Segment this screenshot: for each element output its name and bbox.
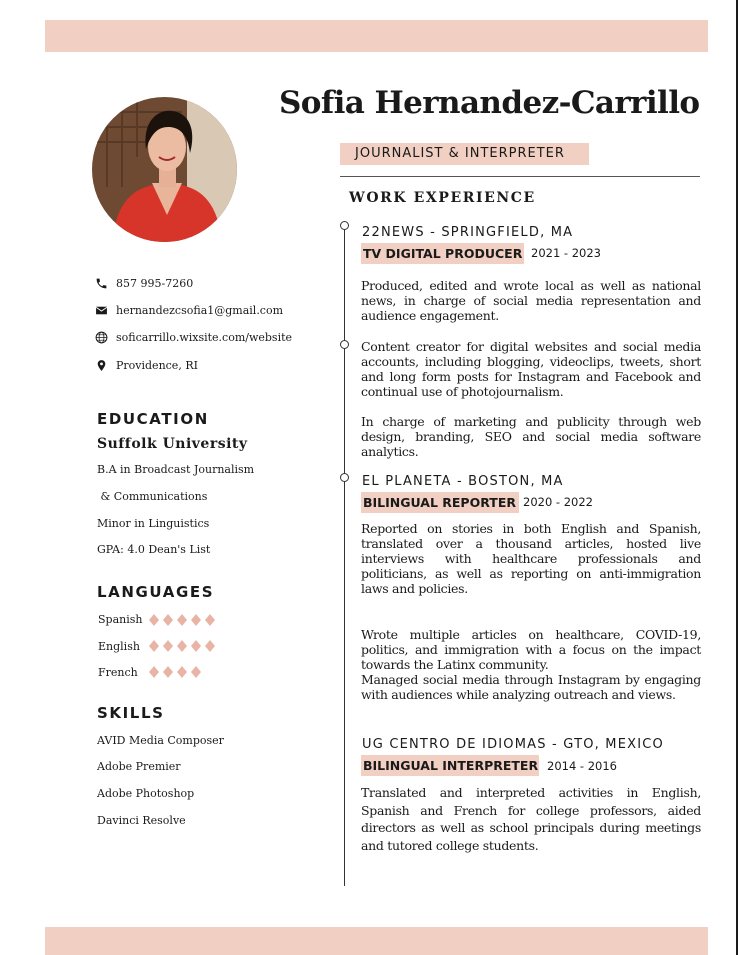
website-text[interactable]: soficarrillo.wixsite.com/website: [116, 331, 293, 344]
skill-item: Adobe Premier: [97, 760, 181, 773]
header-rule: [340, 176, 700, 177]
job-description: In charge of marketing and publicity through web design, branding, SEO and social media software analytics.: [361, 414, 701, 459]
job-description: Wrote multiple articles on healthcare, COVID-19, politics, and immigration with a focus on the impact towards the Latinx community.: [361, 627, 701, 672]
language-rating: [149, 614, 215, 626]
timeline-line: [344, 226, 345, 886]
timeline-dot: [340, 221, 349, 230]
contact-website: [95, 331, 325, 344]
education-line: GPA: 4.0 Dean's List: [97, 543, 211, 556]
diamond-icon: [191, 666, 201, 678]
profile-photo: [92, 97, 237, 242]
language-rating: [149, 640, 215, 652]
job-title: BILINGUAL REPORTER: [361, 492, 519, 513]
email-text[interactable]: hernandezcsofia1@gmail.com: [116, 304, 284, 317]
education-line: B.A in Broadcast Journalism: [97, 463, 255, 476]
job-description: Produced, edited and wrote local as well as national news, in charge of social media representation and audience engagement.: [361, 278, 701, 323]
job-description: Managed social media through Instagram by engaging with audiences while analyzing outreach and views.: [361, 672, 701, 702]
job-dates: 2020 - 2022: [523, 495, 593, 509]
phone-icon: [95, 277, 108, 290]
skill-item: Adobe Photoshop: [97, 787, 195, 800]
diamond-icon: [191, 640, 201, 652]
language-name: Spanish: [98, 613, 143, 626]
candidate-name: Sofia Hernandez-Carrillo: [279, 85, 700, 121]
job-company: UG CENTRO DE IDIOMAS - GTO, MEXICO: [362, 737, 664, 752]
top-accent-band: [45, 20, 708, 52]
location-text: Providence, RI: [116, 359, 198, 372]
timeline-dot: [340, 473, 349, 482]
candidate-role: JOURNALIST & INTERPRETER: [340, 143, 589, 165]
skill-item: AVID Media Composer: [97, 734, 224, 747]
job-company: EL PLANETA - BOSTON, MA: [362, 474, 564, 489]
education-heading: EDUCATION: [97, 410, 209, 428]
job-description: Translated and interpreted activities in English, Spanish and French for college professors, aided directors as well as school principals during meetings and tutored college students.: [361, 785, 701, 853]
diamond-icon: [177, 640, 187, 652]
skill-item: Davinci Resolve: [97, 814, 186, 827]
diamond-icon: [163, 666, 173, 678]
bottom-accent-band: [45, 927, 708, 955]
contact-phone: [95, 277, 325, 290]
job-description: Reported on stories in both English and Spanish, translated over a thousand articles, hosted live interviews with healthcare professionals and politicians, as well as reporting on anti-immigration laws and policies.: [361, 521, 701, 596]
timeline-dot: [340, 340, 349, 349]
diamond-icon: [163, 614, 173, 626]
globe-icon: [95, 331, 108, 344]
language-name: French: [98, 666, 138, 679]
diamond-icon: [177, 666, 187, 678]
job-description: Content creator for digital websites and social media accounts, including blogging, videoclips, tweets, short and long form posts for Instagram and Facebook and continual use of photojournalism.: [361, 339, 701, 399]
education-line: & Communications: [97, 490, 208, 503]
job-title: BILINGUAL INTERPRETER: [361, 755, 539, 776]
page-edge-line: [736, 0, 738, 955]
diamond-icon: [177, 614, 187, 626]
work-experience-heading: WORK EXPERIENCE: [349, 190, 536, 206]
diamond-icon: [205, 614, 215, 626]
job-company: 22NEWS - SPRINGFIELD, MA: [362, 225, 574, 240]
language-name: English: [98, 640, 140, 653]
contact-location: [95, 359, 325, 372]
contact-email: [95, 304, 325, 317]
phone-text: 857 995-7260: [116, 277, 194, 290]
diamond-icon: [149, 640, 159, 652]
languages-heading: LANGUAGES: [97, 583, 215, 601]
job-title: TV DIGITAL PRODUCER: [361, 243, 524, 264]
job-dates: 2021 - 2023: [531, 246, 601, 260]
diamond-icon: [149, 614, 159, 626]
diamond-icon: [191, 614, 201, 626]
education-line: Minor in Linguistics: [97, 517, 210, 530]
skills-heading: SKILLS: [97, 704, 165, 722]
location-pin-icon: [95, 359, 108, 372]
diamond-icon: [205, 640, 215, 652]
mail-icon: [95, 304, 108, 317]
diamond-icon: [163, 640, 173, 652]
job-dates: 2014 - 2016: [547, 759, 617, 773]
diamond-icon: [149, 666, 159, 678]
language-rating: [149, 666, 201, 678]
education-school: Suffolk University: [97, 436, 248, 452]
